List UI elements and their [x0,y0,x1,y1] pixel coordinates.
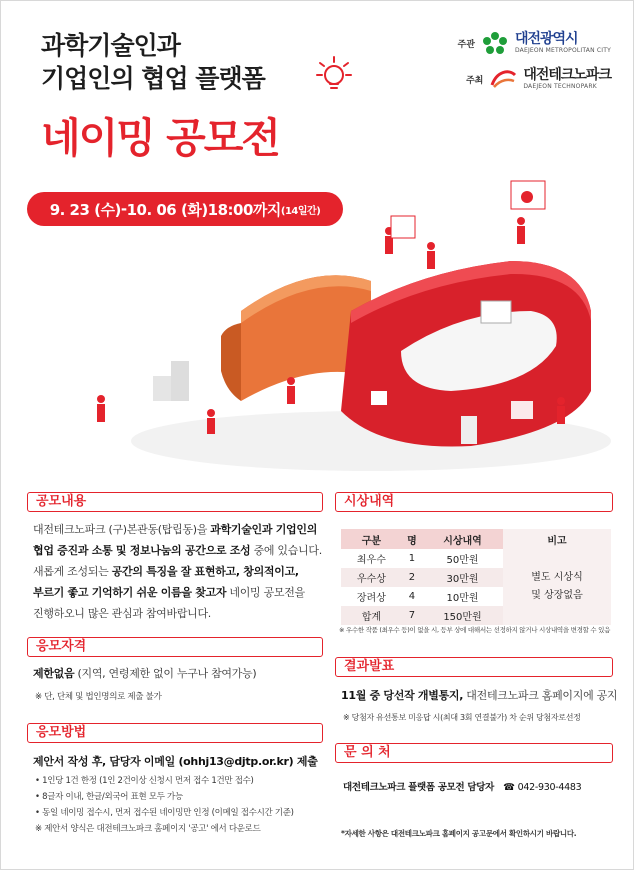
contact-person: 대전테크노파크 플랫폼 공모전 담당자 [343,782,495,793]
table-cell: 장려상 [341,587,402,606]
list-item: • 8글자 이내, 한글/외국어 표현 모두 가능 [35,792,183,802]
result-note: ※ 당첨자 유선통보 미응답 시(최대 3회 연결불가) 차 순위 당첨자로선정 [343,713,581,722]
column-header: 비고 [503,529,611,549]
qualification-bold: 제한없음 [33,667,75,680]
contact-note: *자세한 사항은 대전테크노파크 홈페이지 공고문에서 확인하시기 바랍니다. [341,829,577,838]
table-cell: 4 [402,587,422,606]
remark-line: 별도 시상식 [531,572,583,583]
content-text: 네이밍 공모전을 [226,586,305,599]
organizer-sub: DAEJEON TECHNOPARK [523,83,597,90]
table-cell: 150만원 [422,606,503,625]
section-contact-heading: 문 의 처 [335,743,613,763]
period-time: 18:00까지 [207,200,281,219]
table-row [341,549,611,568]
organizer-name: 대전테크노파크 [523,67,611,83]
result-line [341,685,621,706]
contact-phone: 042-930-4483 [517,782,582,793]
title-line-2: 기업인의 협업 플랫폼 [41,64,265,93]
workspace-illustration [41,161,621,481]
content-text-bold: 과학기술인과 기업인의 [210,523,318,536]
content-text: 대전테크노파크 (구)본관동(탑립동)을 [33,523,211,536]
table-cell: 1 [402,549,422,568]
organizer-sponsor [466,67,611,91]
table-cell: 우수상 [341,568,402,587]
section-qualification-heading: 응모자격 [27,637,323,657]
table-header-row [341,529,611,549]
qualification-rest: (지역, 연령제한 없이 누구나 참여가능) [74,667,257,680]
organizer-role: 주관 [457,39,475,50]
organizer-name: 대전광역시 [514,31,578,47]
period-start: 9. 23 (수) [49,200,121,219]
table-remark-cell [503,549,611,625]
qualification-note: ※ 단, 단체 및 법인명의로 제출 불가 [35,692,162,702]
column-header: 시상내역 [422,529,503,549]
organizer-host [458,31,611,55]
period-end: 10. 06 (화) [126,200,208,219]
stairs-shape [153,361,189,401]
daejeon-city-logo-icon [481,31,509,55]
table-cell: 30만원 [422,568,503,587]
table-cell: 50만원 [422,549,503,568]
table-cell: 2 [402,568,422,587]
section-method-heading: 응모방법 [27,723,323,743]
section-result-heading: 결과발표 [335,657,613,677]
title-line-1: 과학기술인과 [41,31,180,60]
table-cell: 7 [402,606,422,625]
content-paragraph [33,519,329,624]
list-item: • 1인당 1건 한정 (1인 2건이상 신청시 먼저 접수 1건만 접수) [35,776,254,786]
qualification-line [33,663,329,684]
phone-icon: ☎ [503,782,515,793]
method-bullets [35,773,335,837]
result-rest: 대전테크노파크 홈페이지에 공지 [463,689,618,702]
column-header: 명 [402,529,422,549]
remark-line: 및 상장없음 [531,590,583,601]
organizer-role: 주최 [465,75,484,86]
column-header: 구분 [341,529,402,549]
period-separator: - [120,200,127,218]
technopark-logo-icon [489,67,517,91]
table-cell: 10만원 [422,587,503,606]
content-text: 진행하오니 많은 관심과 참여바랍니다. [33,607,212,620]
content-text: 새롭게 조성되는 [33,565,112,578]
content-text: 중에 있습니다. [250,544,322,557]
method-line: 제안서 작성 후, 담당자 이메일 (ohhj13@djtp.or.kr) 제출 [33,755,318,768]
list-item: • 동일 네이밍 접수시, 먼저 접수된 네이밍만 인정 (이메일 접수시간 기준) [35,808,294,818]
awards-note: ※ 우수한 작품 (최우수 등)이 없을 시, 등부 상에 대해서는 선정하지 않거나 시상내역을 변경할 수 있음 [339,626,611,634]
section-awards-heading: 시상내역 [335,492,613,512]
section-content-heading: 공모내용 [27,492,323,512]
awards-table [341,529,611,625]
list-item: ※ 제안서 양식은 대전테크노파크 홈페이지 '공고' 에서 다운로드 [35,824,261,834]
table-cell: 합계 [341,606,402,625]
red-building-shape [341,261,591,447]
page-title: 네이밍 공모전 [41,114,279,162]
contact-line [343,779,581,793]
period-days: (14일간) [280,205,321,217]
result-bold: 11월 중 당선작 개별통지, [341,689,464,702]
content-text-bold: 공간의 특징을 잘 표현하고, 창의적이고, [111,565,299,578]
content-text-bold: 부르기 좋고 기억하기 쉬운 이름을 찾고자 [33,586,227,599]
content-text-bold: 협업 증진과 소통 및 정보나눔의 공간으로 조성 [33,544,251,557]
lightbulb-icon [314,53,354,101]
title-subline [41,29,265,95]
organizer-sub: DAEJEON METROPOLITAN CITY [514,47,611,54]
table-cell: 최우수 [341,549,402,568]
